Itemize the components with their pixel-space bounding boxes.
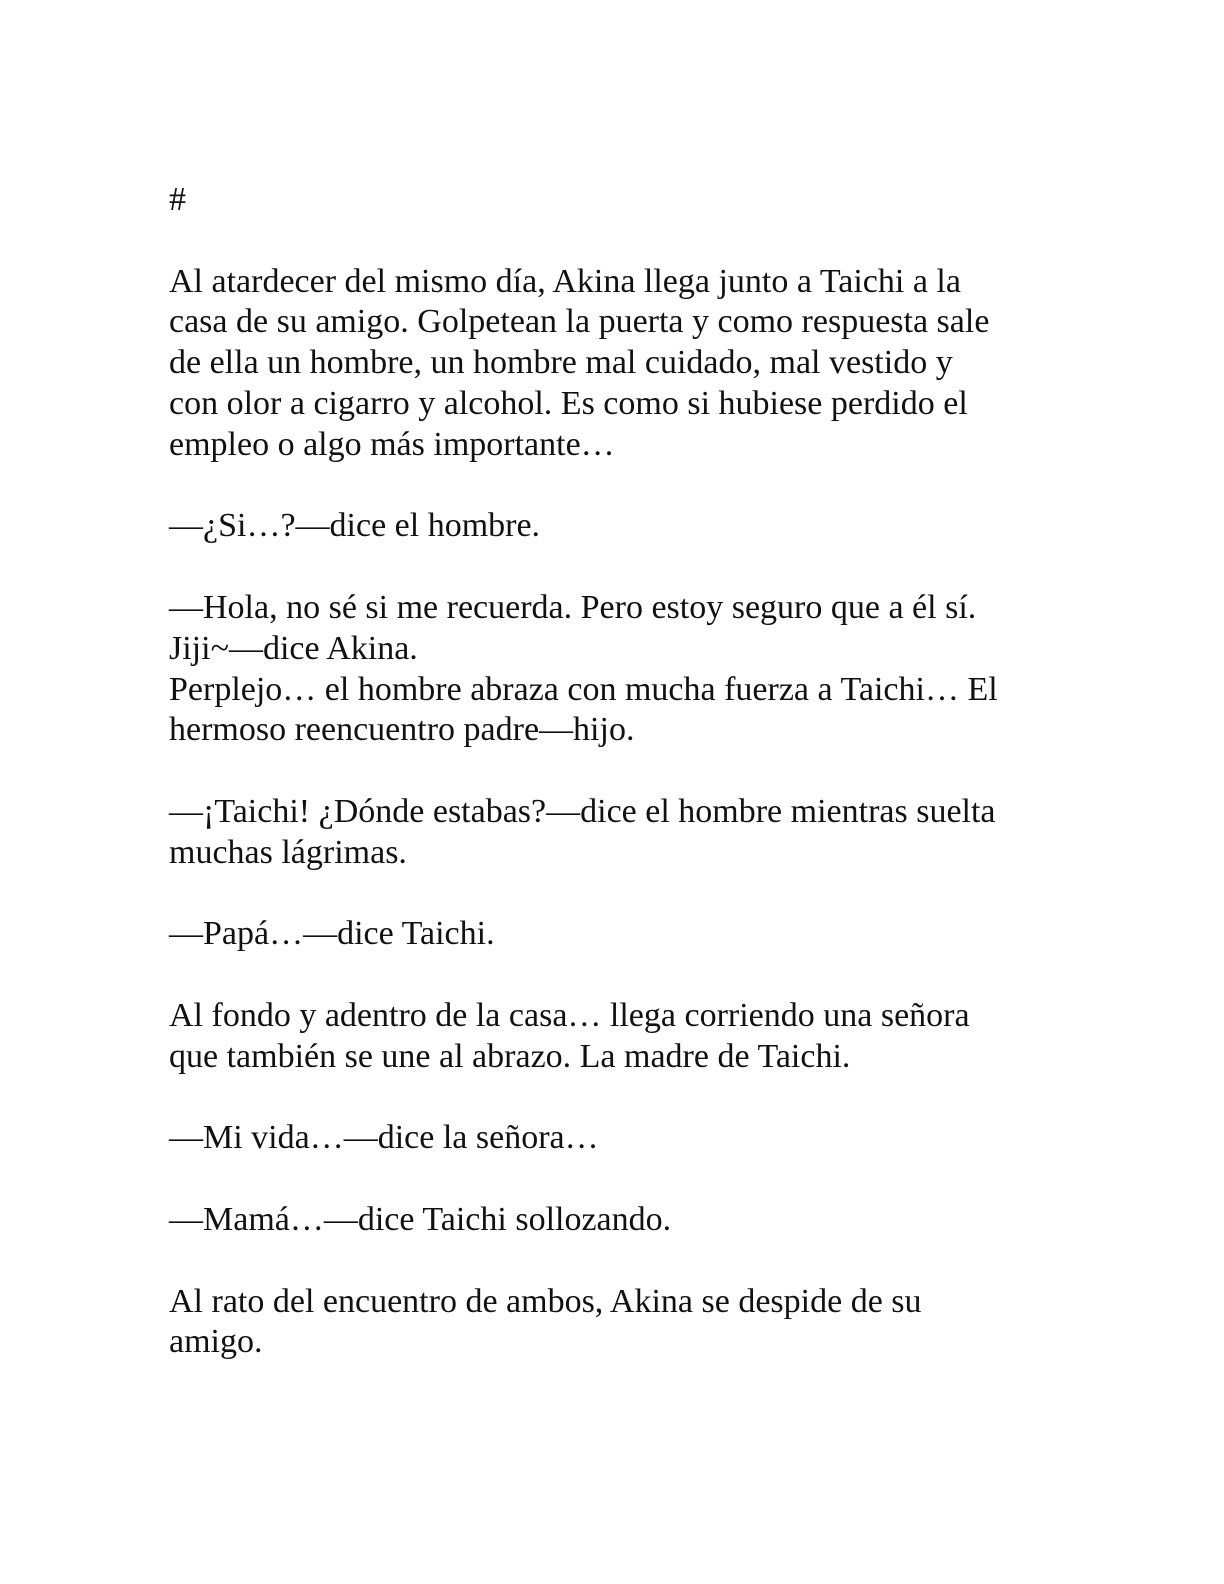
paragraph-mother-arrives bbox=[169, 996, 1059, 1078]
text-line: Jiji~—dice Akina. bbox=[169, 629, 418, 667]
text-line: muchas lágrimas. bbox=[169, 833, 407, 871]
text-line: —Mamá…—dice Taichi sollozando. bbox=[169, 1200, 672, 1238]
dialogue-mother bbox=[169, 1118, 1059, 1159]
text-line: hermoso reencuentro padre—hijo. bbox=[169, 711, 635, 749]
text-line: Al fondo y adentro de la casa… llega corriendo una señora bbox=[169, 996, 970, 1034]
text-line: —Papá…—dice Taichi. bbox=[169, 915, 495, 953]
text-line: que también se une al abrazo. La madre de Taichi. bbox=[169, 1037, 851, 1075]
text-line: casa de su amigo. Golpetean la puerta y como respuesta sale bbox=[169, 303, 990, 341]
text-line: Al atardecer del mismo día, Akina llega junto a Taichi a la bbox=[169, 262, 961, 300]
paragraph-arrival bbox=[169, 262, 1059, 466]
dialogue-father bbox=[169, 792, 1059, 874]
paragraph-reunion bbox=[169, 670, 1059, 752]
document-page bbox=[169, 180, 1059, 1404]
dialogue-akina bbox=[169, 588, 1059, 670]
text-line: amigo. bbox=[169, 1323, 263, 1361]
text-line: de ella un hombre, un hombre mal cuidado, mal vestido y bbox=[169, 344, 953, 382]
text-line: —¿Si…?—dice el hombre. bbox=[169, 507, 541, 545]
dialogue-man bbox=[169, 506, 1059, 547]
text-line: Al rato del encuentro de ambos, Akina se despide de su bbox=[169, 1282, 922, 1320]
text-line: con olor a cigarro y alcohol. Es como si hubiese perdido el bbox=[169, 384, 968, 422]
paragraph-farewell bbox=[169, 1282, 1059, 1364]
text-line: Perplejo… el hombre abraza con mucha fuerza a Taichi… El bbox=[169, 670, 998, 708]
dialogue-taichi-mama bbox=[169, 1200, 1059, 1241]
dialogue-taichi-papa bbox=[169, 914, 1059, 955]
section-separator: # bbox=[169, 181, 186, 218]
text-line: empleo o algo más importante… bbox=[169, 425, 615, 463]
text-line: —¡Taichi! ¿Dónde estabas?—dice el hombre mientras suelta bbox=[169, 792, 996, 830]
text-line: —Hola, no sé si me recuerda. Pero estoy seguro que a él sí. bbox=[169, 588, 977, 626]
text-line: —Mi vida…—dice la señora… bbox=[169, 1119, 599, 1157]
